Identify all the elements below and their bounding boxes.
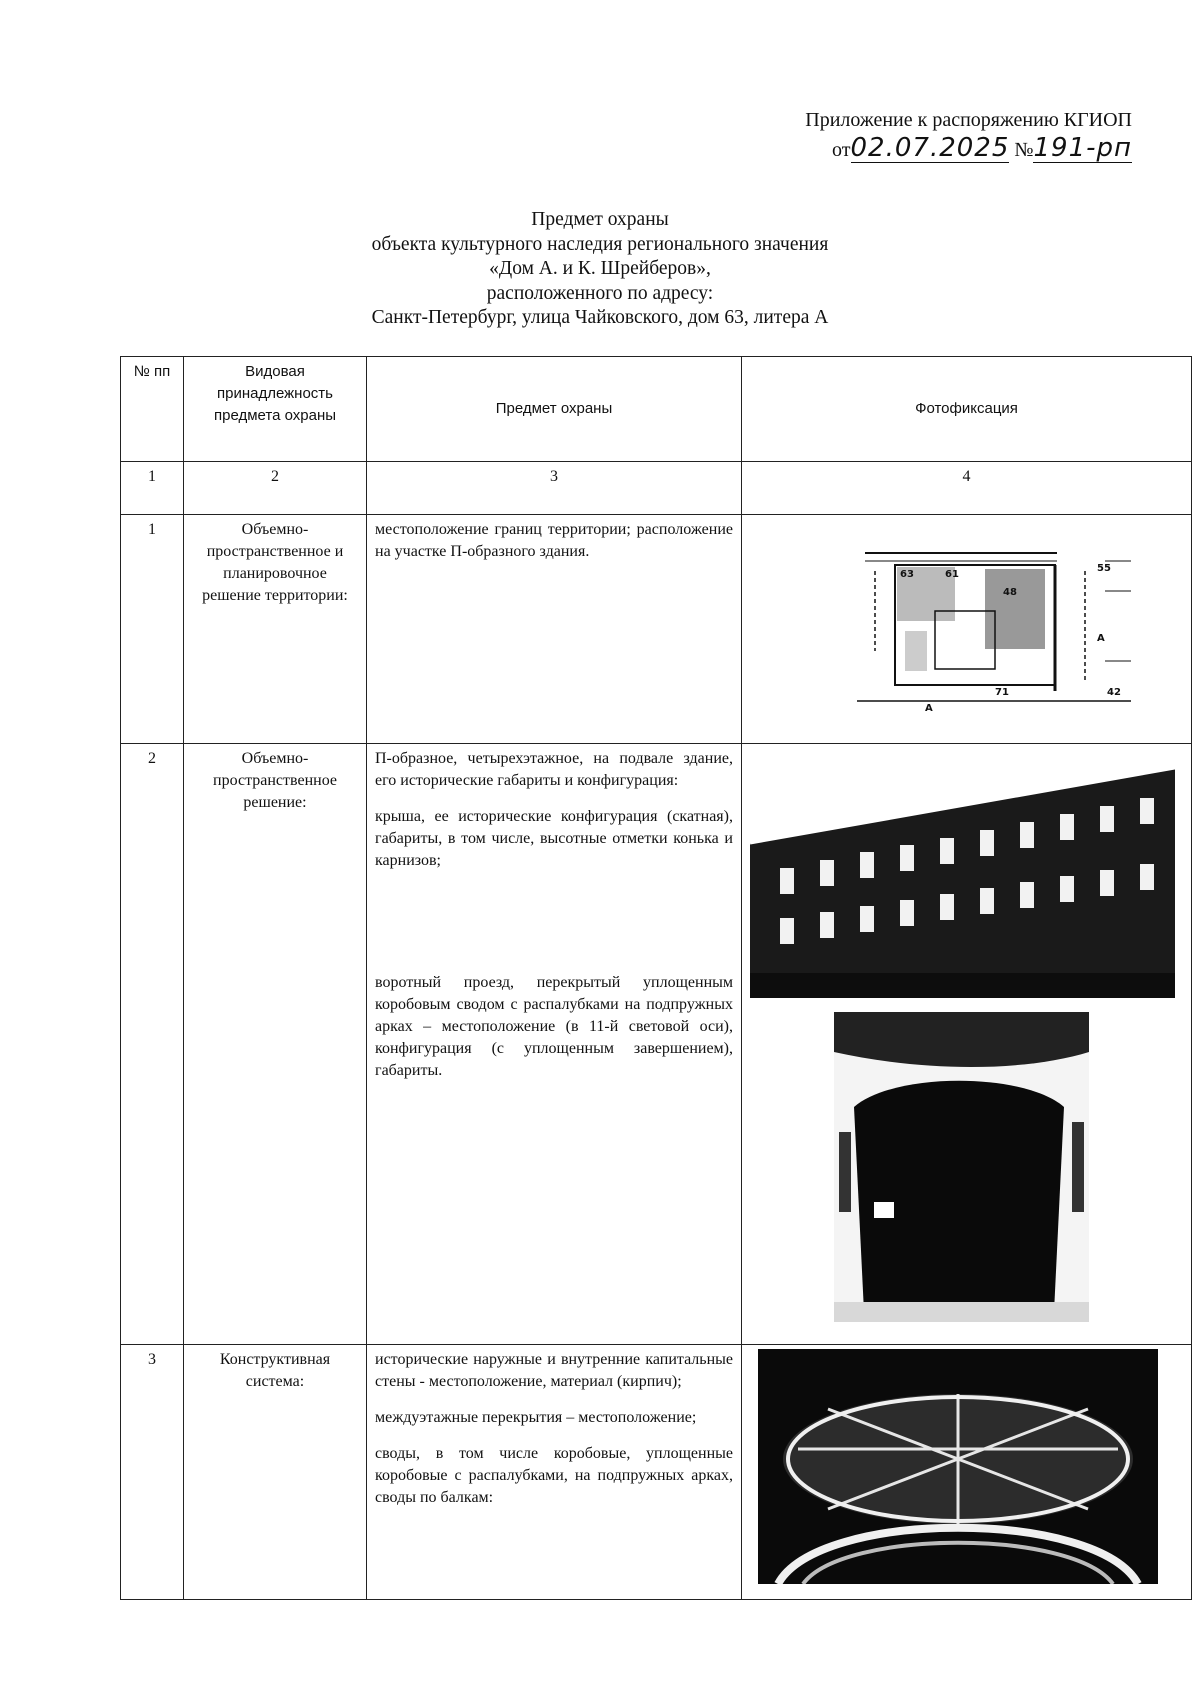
plan-label: 71 — [995, 687, 1009, 698]
facade-photo — [750, 748, 1175, 998]
row-category: Конструктивная система: — [184, 1345, 367, 1600]
row-number: 2 — [121, 744, 184, 1345]
plan-label: 48 — [1003, 587, 1017, 598]
date-prefix: от — [832, 139, 851, 161]
vault-photo — [758, 1349, 1158, 1584]
row-photo — [742, 1345, 1192, 1600]
plan-label: 61 — [945, 569, 959, 580]
table-row — [121, 515, 1192, 744]
header-category: Видовая принадлежность предмета охраны — [184, 357, 367, 462]
title-line: Предмет охраны — [531, 209, 669, 230]
subject-paragraph: крыша, ее исторические конфигурация (скатная), габариты, в том числе, высотные отметки конька и карнизов; — [375, 808, 733, 869]
gate-passage-photo — [834, 1012, 1089, 1322]
plan-label: 55 — [1097, 563, 1111, 574]
plan-label: А — [925, 703, 933, 714]
column-number: 3 — [367, 462, 742, 515]
row-category: Объемно-пространственное и планировочное решение территории: — [184, 515, 367, 744]
row-subject — [367, 1345, 742, 1600]
column-number: 1 — [121, 462, 184, 515]
subject-paragraph: местоположение границ территории; расположение на участке П-образного здания. — [375, 521, 733, 560]
title-line: расположенного по адресу: — [486, 282, 714, 304]
subject-paragraph: воротный проезд, перекрытый уплощенным коробовым сводом с распалубками на подпружных арках – местоположение (в 11-й световой оси), конфигурация (с уплощенным завершением), габариты. — [375, 974, 733, 1079]
row-number: 1 — [121, 515, 184, 744]
row-photo — [742, 744, 1192, 1345]
subject-paragraph: П-образное, четырехэтажное, на подвале здание, его исторические габариты и конфигурация: — [375, 750, 733, 789]
table-row — [121, 1345, 1192, 1600]
plan-label: 42 — [1107, 687, 1121, 698]
plan-label: А — [1097, 633, 1105, 644]
column-number: 4 — [742, 462, 1192, 515]
appendix-date-line — [832, 134, 1132, 164]
appendix-header — [712, 106, 1132, 164]
row-category: Объемно-пространственное решение: — [184, 744, 367, 1345]
table-row — [121, 744, 1192, 1345]
order-number: 191-рп — [1033, 133, 1132, 163]
column-number: 2 — [184, 462, 367, 515]
row-subject — [367, 515, 742, 744]
header-number: № пп — [121, 357, 184, 462]
subject-paragraph: исторические наружные и внутренние капитальные стены - местоположение, материал (кирпич); — [375, 1351, 733, 1390]
row-photo — [742, 515, 1192, 744]
title-line: объекта культурного наследия регионального значения — [371, 233, 829, 255]
number-sign: № — [1014, 139, 1034, 161]
plan-label: 63 — [900, 569, 914, 580]
document-title — [0, 208, 1200, 331]
header-subject: Предмет охраны — [367, 357, 742, 462]
row-number: 3 — [121, 1345, 184, 1600]
protection-table — [120, 356, 1192, 1600]
title-line: «Дом А. и К. Шрейберов», — [489, 258, 711, 280]
appendix-line: Приложение к распоряжению КГИОП — [805, 109, 1132, 131]
subject-paragraph: своды, в том числе коробовые, уплощенные коробовые с распалубками, на подпружных арках, своды по балкам: — [375, 1445, 733, 1506]
title-line: Санкт-Петербург, улица Чайковского, дом 63, литера А — [371, 307, 829, 329]
table-header-row — [121, 357, 1192, 462]
site-plan-image — [845, 531, 1145, 721]
row-subject — [367, 744, 742, 1345]
column-numbers-row — [121, 462, 1192, 515]
header-photo: Фотофиксация — [742, 357, 1192, 462]
subject-paragraph: междуэтажные перекрытия – местоположение; — [375, 1409, 697, 1426]
order-date: 02.07.2025 — [850, 133, 1010, 163]
